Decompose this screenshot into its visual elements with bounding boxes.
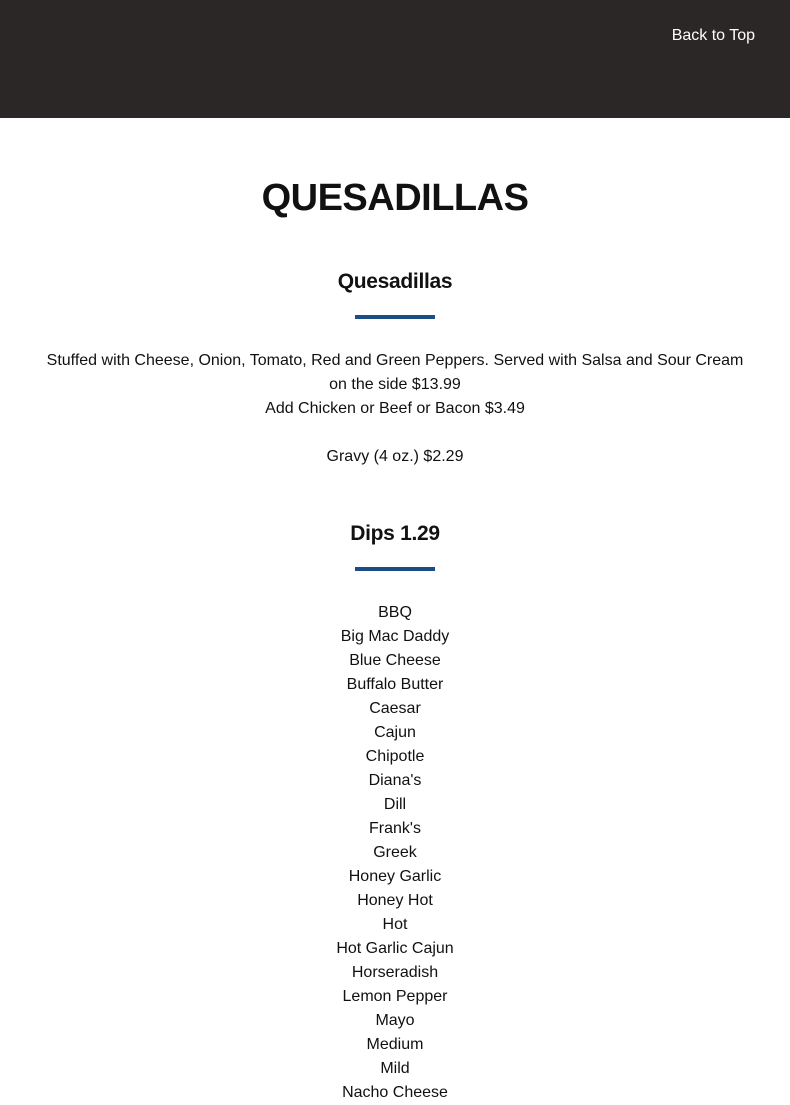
dip-list-item: Cajun	[374, 724, 416, 741]
dip-list-item: Mayo	[375, 1012, 415, 1029]
dip-list-item: Greek	[373, 844, 417, 861]
dip-list-item: Blue Cheese	[349, 652, 441, 669]
quesadillas-heading: Quesadillas	[337, 270, 453, 293]
gravy-price: Gravy (4 oz.) $2.29	[326, 448, 464, 465]
dip-list-item: Honey Garlic	[348, 868, 442, 885]
dip-list-item: Nacho Cheese	[342, 1084, 448, 1101]
dip-list-item: BBQ	[378, 604, 412, 621]
dip-list-item: Hot Garlic Cajun	[336, 940, 454, 957]
page-title: QUESADILLAS	[261, 177, 529, 219]
dip-list-item: Frank's	[369, 820, 421, 837]
quesadillas-add-on: Add Chicken or Beef or Bacon $3.49	[265, 400, 525, 417]
dip-list-item: Horseradish	[351, 964, 439, 981]
back-to-top-link[interactable]: Back to Top	[671, 27, 755, 44]
dip-list-item: Buffalo Butter	[346, 676, 444, 693]
dip-list-item: Medium	[366, 1036, 424, 1053]
dip-list-item: Chipotle	[365, 748, 425, 765]
dip-list-item: Mild	[380, 1060, 410, 1077]
quesadillas-divider	[355, 315, 435, 319]
dip-list-item: Honey Hot	[357, 892, 433, 909]
dip-list-item: Hot	[382, 916, 408, 933]
dip-list-item: Caesar	[369, 700, 421, 717]
dips-heading: Dips 1.29	[350, 522, 440, 545]
dips-list	[0, 601, 790, 1105]
dip-list-item: Lemon Pepper	[342, 988, 448, 1005]
dip-list-item: Dill	[383, 796, 407, 813]
dip-list-item: Diana's	[368, 772, 422, 789]
dips-divider	[355, 567, 435, 571]
dip-list-item: Big Mac Daddy	[340, 628, 450, 645]
top-header-bar	[0, 0, 790, 118]
quesadillas-description: Stuffed with Cheese, Onion, Tomato, Red and Green Peppers. Served with Salsa and Sour Cream on the side $13.99	[46, 352, 744, 393]
